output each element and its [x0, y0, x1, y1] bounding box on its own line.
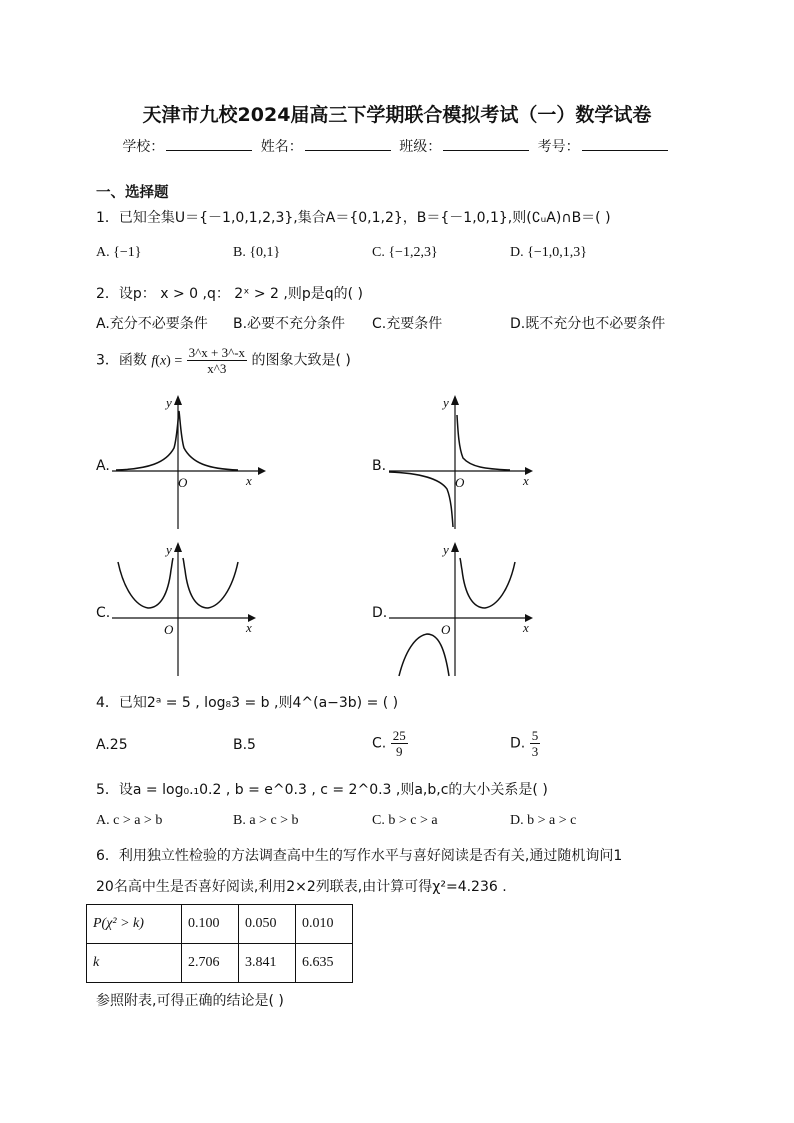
- graph-b-y: y: [443, 395, 449, 410]
- number-blank: [582, 136, 668, 151]
- q2-option-b: B.必要不充分条件: [233, 316, 346, 332]
- q5-option-a: A. c > a > b: [96, 813, 163, 828]
- name-label: 姓名：: [260, 139, 303, 155]
- graph-c-o: O: [164, 622, 174, 637]
- graph-b-label: B.: [372, 458, 387, 474]
- q4-option-a: A.25: [96, 737, 128, 753]
- graph-c: [108, 540, 268, 680]
- table-cell: 6.635: [296, 944, 353, 983]
- q1-option-c: C. {−1,2,3}: [372, 245, 438, 260]
- q5-option-c: C. b > c > a: [372, 813, 438, 828]
- question-4: 4．已知2ᵃ = 5 , log₈3 = b ,则4^(a−3b) = ( ): [96, 695, 399, 711]
- table-row: [87, 905, 353, 944]
- graph-c-label: C.: [96, 605, 111, 621]
- q3-fx: f: [151, 353, 156, 369]
- table-cell: 0.050: [239, 905, 296, 944]
- graph-d-label: D.: [372, 605, 388, 621]
- page-title: 天津市九校2024届高三下学期联合模拟考试（一）数学试卷: [142, 104, 652, 126]
- graph-c-y: y: [166, 542, 172, 557]
- graph-d-o: O: [441, 622, 451, 637]
- table-cell: 3.841: [239, 944, 296, 983]
- graph-c-x: x: [246, 620, 252, 635]
- section-heading: 一、选择题: [96, 185, 169, 201]
- table-cell: 2.706: [182, 944, 239, 983]
- question-6-line2: 20名高中生是否喜好阅读,利用2×2列联表,由计算可得χ²=4.236 .: [96, 879, 507, 895]
- q1-option-d: D. {−1,0,1,3}: [510, 245, 587, 260]
- critical-value-table: [86, 904, 353, 983]
- table-cell: 0.010: [296, 905, 353, 944]
- graph-a: [108, 393, 268, 533]
- q3-fraction: [187, 345, 247, 376]
- q1-option-b: B. {0,1}: [233, 245, 281, 260]
- graph-b-x: x: [523, 473, 529, 488]
- q3-suffix: 的图象大致是( ): [251, 352, 351, 369]
- graph-a-label: A.: [96, 458, 110, 474]
- graph-a-o: O: [178, 475, 188, 490]
- q4-option-c-fraction: $\frac{25}{9}$: [392, 728, 406, 759]
- question-1: 1．已知全集U＝{－1,0,1,2,3},集合A＝{0,1,2}，B＝{－1,0,1},则(∁ᵤA)∩B＝( ): [96, 210, 611, 226]
- q3-denominator: x^3: [207, 361, 227, 376]
- q3-numerator: 3^x + 3^-x: [188, 345, 246, 360]
- table-cell: k: [87, 944, 182, 983]
- q3-prefix: 3．函数: [96, 352, 147, 369]
- question-3: 3．函数 f(x) = $\frac{3\^{}x + 3\^{}-x}{x\^{}3}$ 的图象大致是( ): [96, 345, 351, 376]
- graph-d: [385, 540, 545, 680]
- graph-d-x: x: [523, 620, 529, 635]
- graph-b: [385, 393, 545, 533]
- table-row: [87, 944, 353, 983]
- number-label: 考号：: [537, 139, 580, 155]
- q5-option-d: D. b > a > c: [510, 813, 577, 828]
- question-6-line1: 6．利用独立性检验的方法调查高中生的写作水平与喜好阅读是否有关,通过随机询问1: [96, 848, 623, 864]
- question-5: 5．设a = log₀.₁0.2 , b = e^0.3 , c = 2^0.3 ,则a,b,c的大小关系是( ): [96, 782, 548, 798]
- class-blank: [443, 136, 529, 151]
- graph-d-y: y: [443, 542, 449, 557]
- question-6-after: 参照附表,可得正确的结论是( ): [96, 993, 284, 1009]
- q4-option-d-fraction: $\frac{5}{3}$: [531, 728, 539, 759]
- q4-option-d: D. $\frac{5}{3}$: [510, 728, 539, 759]
- q4-option-b: B.5: [233, 737, 256, 753]
- question-2: 2．设p： x > 0 ,q： 2ˣ > 2 ,则p是q的( ): [96, 286, 364, 302]
- student-info-line: [0, 136, 794, 156]
- table-cell: 0.100: [182, 905, 239, 944]
- q1-option-a: A. {−1}: [96, 245, 142, 260]
- q5-option-b: B. a > c > b: [233, 813, 299, 828]
- graph-a-x: x: [246, 473, 252, 488]
- q4-option-c: C. $\frac{25}{9}$: [372, 728, 406, 759]
- school-label: 学校：: [122, 139, 165, 155]
- q2-option-d: D.既不充分也不必要条件: [510, 316, 666, 332]
- graph-b-o: O: [455, 475, 465, 490]
- q2-option-c: C.充要条件: [372, 316, 443, 332]
- q2-option-a: A.充分不必要条件: [96, 316, 208, 332]
- table-cell: P(χ² > k): [87, 905, 182, 944]
- graph-a-y: y: [166, 395, 172, 410]
- class-label: 班级：: [399, 139, 442, 155]
- school-blank: [166, 136, 252, 151]
- name-blank: [305, 136, 391, 151]
